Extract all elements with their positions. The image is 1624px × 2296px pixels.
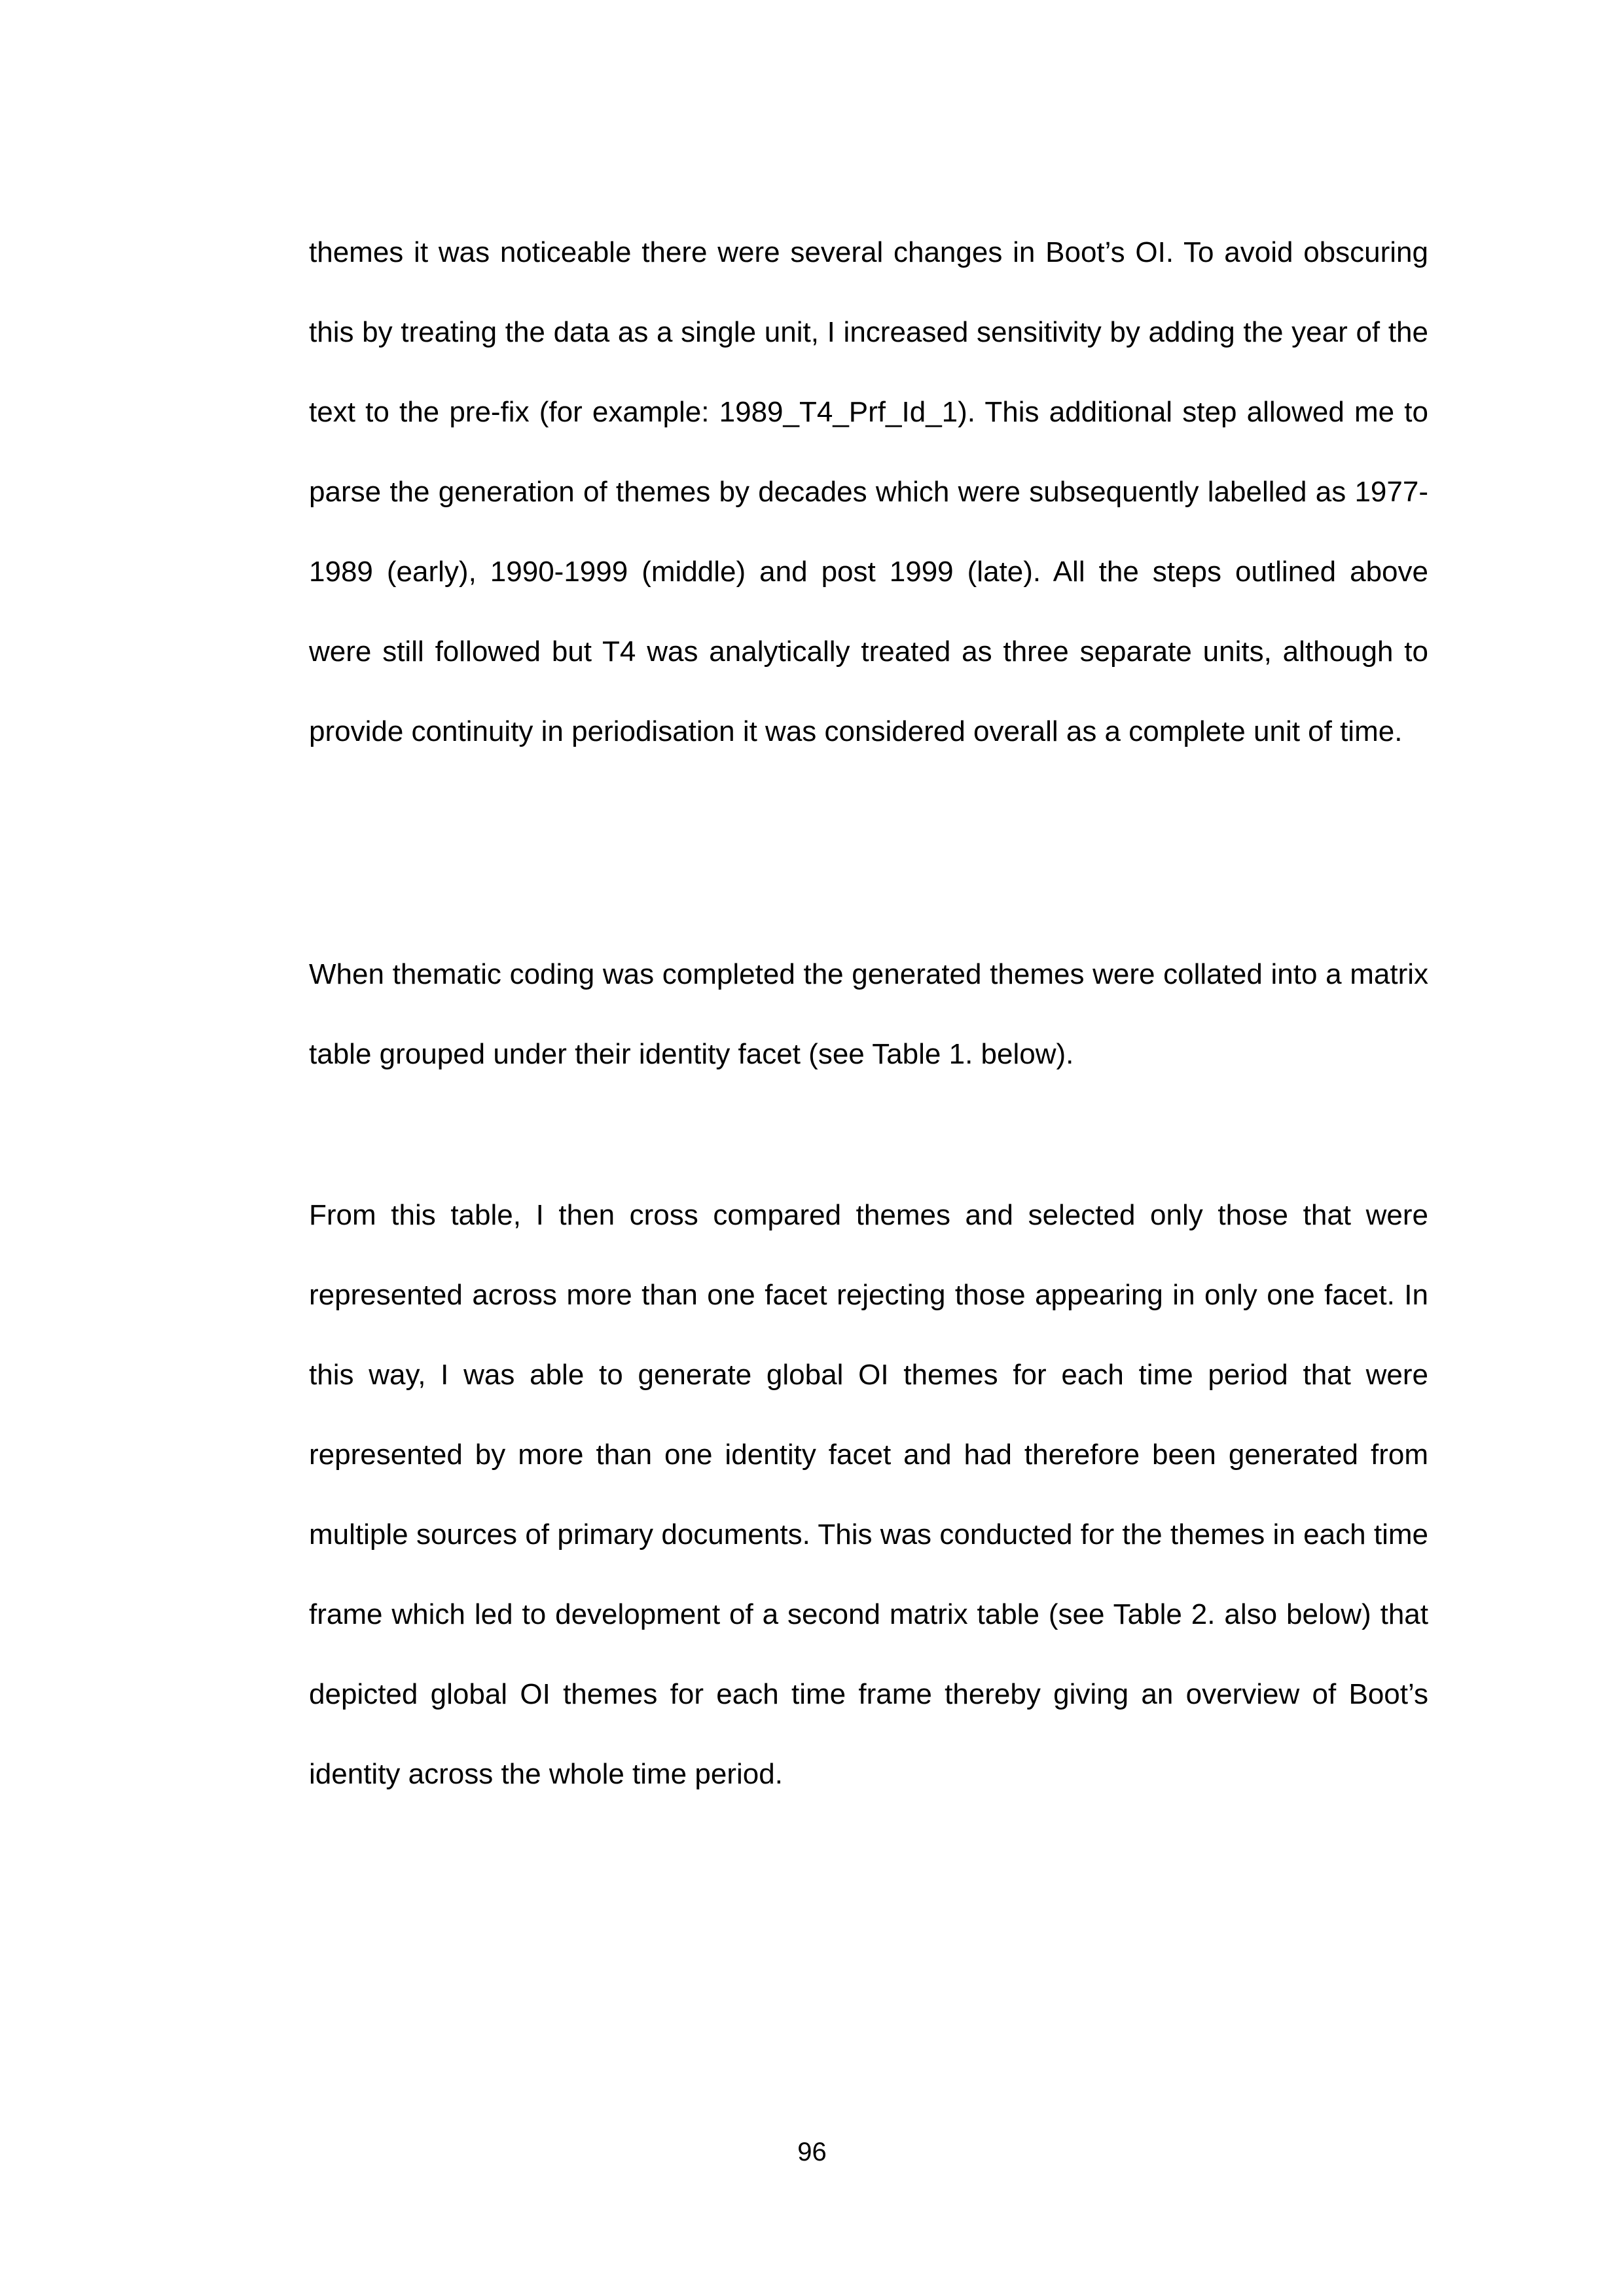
body-paragraph-3: From this table, I then cross compared themes and selected only those that were represented across more than one facet rejecting those appearing in only one facet. In this way, I was able to generate global OI themes for each time period that were represented by more than one identity facet and had therefore been generated from multiple sources of primary documents. This was conducted for the themes in each time frame which led to development of a second matrix table (see Table 2. also below) that depicted global OI themes for each time frame thereby giving an overview of Boot’s identity across the whole time period.: [309, 1199, 1428, 1790]
body-paragraph-1: themes it was noticeable there were several changes in Boot’s OI. To avoid obscuring this by treating the data as a single unit, I increased sensitivity by adding the year of the text to the pre-fix (for example: 1989_T4_Prf_Id_1). This additional step allowed me to parse the generation of themes by decades which were subsequently labelled as 1977-1989 (early), 1990-1999 (middle) and post 1999 (late). All the steps outlined above were still followed but T4 was analytically treated as three separate units, although to provide continuity in periodisation it was considered overall as a complete unit of time.: [309, 236, 1428, 747]
page-number: 96: [797, 2138, 827, 2166]
body-paragraph-2: When thematic coding was completed the generated themes were collated into a matrix table grouped under their identity facet (see Table 1. below).: [309, 958, 1428, 1070]
